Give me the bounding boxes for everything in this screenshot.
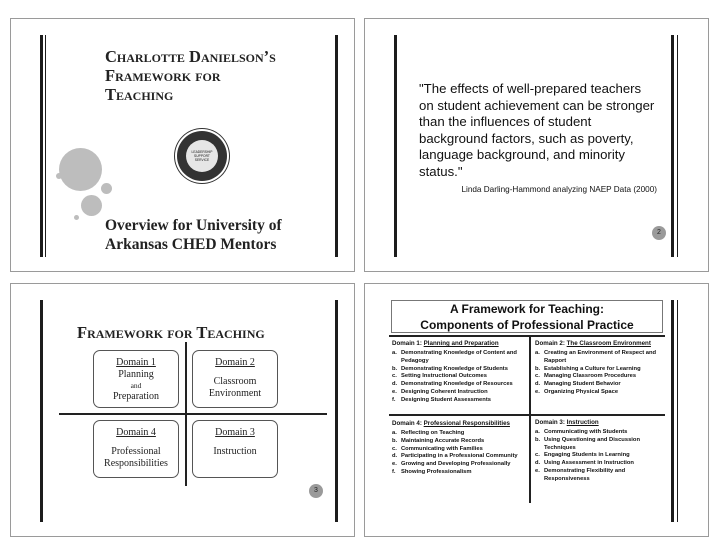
list-item	[392, 381, 525, 389]
item-letter: a.	[535, 350, 540, 356]
slide-1-subtitle	[105, 216, 345, 254]
domain-2-line: Environment	[208, 388, 262, 399]
list-item	[392, 453, 525, 461]
list-item	[535, 460, 669, 468]
item-text: Engaging Students in Learning	[544, 452, 630, 459]
item-letter: b.	[392, 365, 398, 372]
quote-text: "The effects of well-prepared teachers on student achievement can be stronger than the influences of student background factors, such as poverty, language background, and minority status."	[419, 81, 655, 179]
domain-1-list	[392, 350, 525, 405]
item-text: Communicating with Students	[544, 429, 628, 435]
domain-2-list	[535, 350, 669, 397]
list-item	[392, 469, 525, 477]
domain-3-line: Instruction	[213, 446, 257, 457]
item-letter: f.	[392, 396, 396, 403]
domain-4-box[interactable]	[93, 420, 179, 478]
domain-3-box[interactable]	[192, 420, 278, 478]
page-number-badge: 3	[309, 484, 323, 498]
title-line: Framework for	[105, 66, 221, 85]
list-item	[392, 461, 525, 469]
item-letter: a.	[392, 350, 397, 356]
domain-4-line: Professional	[111, 446, 161, 457]
item-text: Maintaining Accurate Records	[401, 437, 485, 444]
item-letter: c.	[535, 373, 540, 380]
domain-3-list	[535, 429, 669, 484]
list-item	[392, 430, 525, 438]
domain-3-heading	[535, 419, 669, 426]
domain-prefix: Domain 1:	[392, 340, 422, 347]
item-text: Designing Coherent Instruction	[401, 388, 488, 395]
domain-3-panel	[535, 419, 669, 484]
title-line: Teaching	[105, 85, 174, 104]
domain-4-list	[392, 430, 525, 477]
domain-1-line: Planning	[118, 369, 154, 380]
item-letter: b.	[535, 436, 541, 443]
domain-2-heading: Domain 2	[215, 357, 255, 368]
item-text: Setting Instructional Outcomes	[401, 373, 487, 380]
seal-text: LEADERSHIP	[191, 150, 213, 154]
decorative-circle-dot	[74, 215, 79, 220]
item-text: Creating an Environment of Respect and Rapport	[544, 350, 657, 364]
item-letter: b.	[392, 437, 398, 444]
seal-text: SERVICE	[194, 158, 210, 162]
list-item	[392, 373, 525, 381]
list-item	[535, 468, 669, 484]
list-item	[392, 438, 525, 446]
domain-1-heading: Domain 1	[116, 357, 156, 368]
list-item	[392, 446, 525, 454]
list-item	[392, 366, 525, 374]
seal-center	[186, 140, 218, 172]
vertical-rule-right	[671, 300, 674, 522]
vertical-rule-left	[40, 35, 43, 257]
slide-3-title: Framework for Teaching	[77, 323, 265, 342]
vertical-rule-left-thin	[45, 35, 46, 257]
list-item	[392, 389, 525, 397]
slide-4-thumbnail[interactable]	[364, 283, 709, 537]
item-text: Using Questioning and Discussion Techniques	[544, 436, 640, 451]
item-text: Managing Student Behavior	[544, 381, 621, 388]
university-seal-logo	[177, 131, 227, 181]
domain-1-heading	[392, 340, 525, 347]
item-letter: c.	[535, 452, 540, 459]
domain-4-panel	[392, 420, 525, 477]
domain-name: Professional Responsibilities	[423, 420, 510, 427]
vertical-rule-right-thin	[677, 35, 678, 257]
decorative-circle-small	[101, 183, 112, 194]
item-text: Demonstrating Knowledge of Resources	[401, 381, 513, 388]
subtitle-line: Overview for University of	[105, 217, 282, 234]
domain-4-line: Responsibilities	[104, 458, 168, 469]
item-letter: a.	[535, 429, 540, 435]
domain-1-line: and	[130, 381, 142, 390]
domain-name: Instruction	[566, 419, 599, 426]
domain-4-heading: Domain 4	[116, 427, 156, 438]
quote-citation: Linda Darling-Hammond analyzing NAEP Data (2000)	[461, 185, 657, 194]
list-item	[535, 373, 669, 381]
framework-title-line: Components of Professional Practice	[420, 317, 634, 332]
item-letter: b.	[535, 365, 541, 372]
list-item	[535, 381, 669, 389]
domain-2-box[interactable]	[192, 350, 278, 408]
domain-name: The Classroom Environment	[566, 340, 651, 347]
vertical-rule-right	[671, 35, 674, 257]
domain-2-heading	[535, 340, 669, 347]
domain-2-line: Classroom	[213, 376, 257, 387]
item-letter: d.	[535, 460, 541, 467]
framework-title-line: A Framework for Teaching:	[449, 302, 605, 316]
slide-3-thumbnail[interactable]	[10, 283, 355, 537]
list-item	[535, 389, 669, 397]
vertical-rule-right-thin	[677, 300, 678, 522]
domain-2-panel	[535, 340, 669, 397]
list-item	[535, 350, 669, 366]
item-text: Showing Professionalism	[401, 468, 472, 475]
item-text: Growing and Developing Professionally	[401, 461, 511, 468]
list-item	[535, 366, 669, 374]
seal-text: SUPPORT	[194, 154, 210, 158]
item-letter: d.	[392, 381, 398, 388]
item-text: Establishing a Culture for Learning	[544, 365, 641, 372]
page-number-badge: 2	[652, 226, 666, 240]
list-item	[392, 350, 525, 366]
domain-3-heading: Domain 3	[215, 427, 255, 438]
list-item	[392, 397, 525, 405]
domain-prefix: Domain 3:	[535, 419, 565, 426]
domain-1-line: Preparation	[112, 391, 160, 402]
item-text: Demonstrating Knowledge of Content and Pedagogy	[401, 350, 517, 364]
item-letter: a.	[392, 430, 397, 436]
grid-middle-line	[389, 414, 665, 416]
list-item	[535, 437, 669, 453]
quadrant-horizontal-line	[59, 413, 327, 415]
item-letter: e.	[392, 461, 397, 468]
item-text: Demonstrating Knowledge of Students	[401, 365, 508, 372]
item-letter: c.	[392, 445, 397, 452]
item-letter: e.	[535, 388, 540, 395]
item-text: Managing Classroom Procedures	[544, 373, 637, 380]
list-item	[535, 452, 669, 460]
vertical-rule-left	[40, 300, 43, 522]
domain-prefix: Domain 4:	[392, 420, 422, 427]
quadrant-vertical-line	[185, 342, 187, 486]
item-letter: e.	[535, 467, 540, 474]
item-letter: d.	[392, 453, 398, 460]
grid-vertical-line	[529, 335, 531, 503]
subtitle-line: Arkansas CHED Mentors	[105, 236, 277, 253]
item-letter: d.	[535, 381, 541, 388]
domain-1-panel	[392, 340, 525, 405]
domain-4-heading	[392, 420, 525, 427]
slide-1-title	[105, 47, 335, 104]
title-line: Charlotte Danielson’s	[105, 47, 276, 66]
slide-2-thumbnail[interactable]	[364, 18, 709, 272]
item-letter: e.	[392, 388, 397, 395]
item-letter: f.	[392, 468, 396, 475]
item-text: Participating in a Professional Community	[401, 453, 518, 460]
vertical-rule-left	[394, 35, 397, 257]
item-text: Organizing Physical Space	[544, 388, 619, 395]
decorative-circle-tiny	[56, 173, 62, 179]
domain-1-box[interactable]	[93, 350, 179, 408]
item-text: Reflecting on Teaching	[401, 430, 465, 436]
item-letter: c.	[392, 373, 397, 380]
domain-name: Planning and Preparation	[423, 340, 499, 347]
item-text: Using Assessment in Instruction	[544, 460, 634, 467]
list-item	[535, 429, 669, 437]
slide-1-thumbnail[interactable]	[10, 18, 355, 272]
item-text: Communicating with Families	[401, 445, 483, 452]
item-text: Demonstrating Flexibility and Responsiveness	[544, 467, 626, 482]
domain-prefix: Domain 2:	[535, 340, 565, 347]
item-text: Designing Student Assessments	[401, 396, 491, 403]
framework-title-box	[391, 300, 663, 333]
grid-top-line	[389, 335, 665, 337]
decorative-circle-medium	[81, 195, 102, 216]
decorative-circle-large	[59, 148, 102, 191]
